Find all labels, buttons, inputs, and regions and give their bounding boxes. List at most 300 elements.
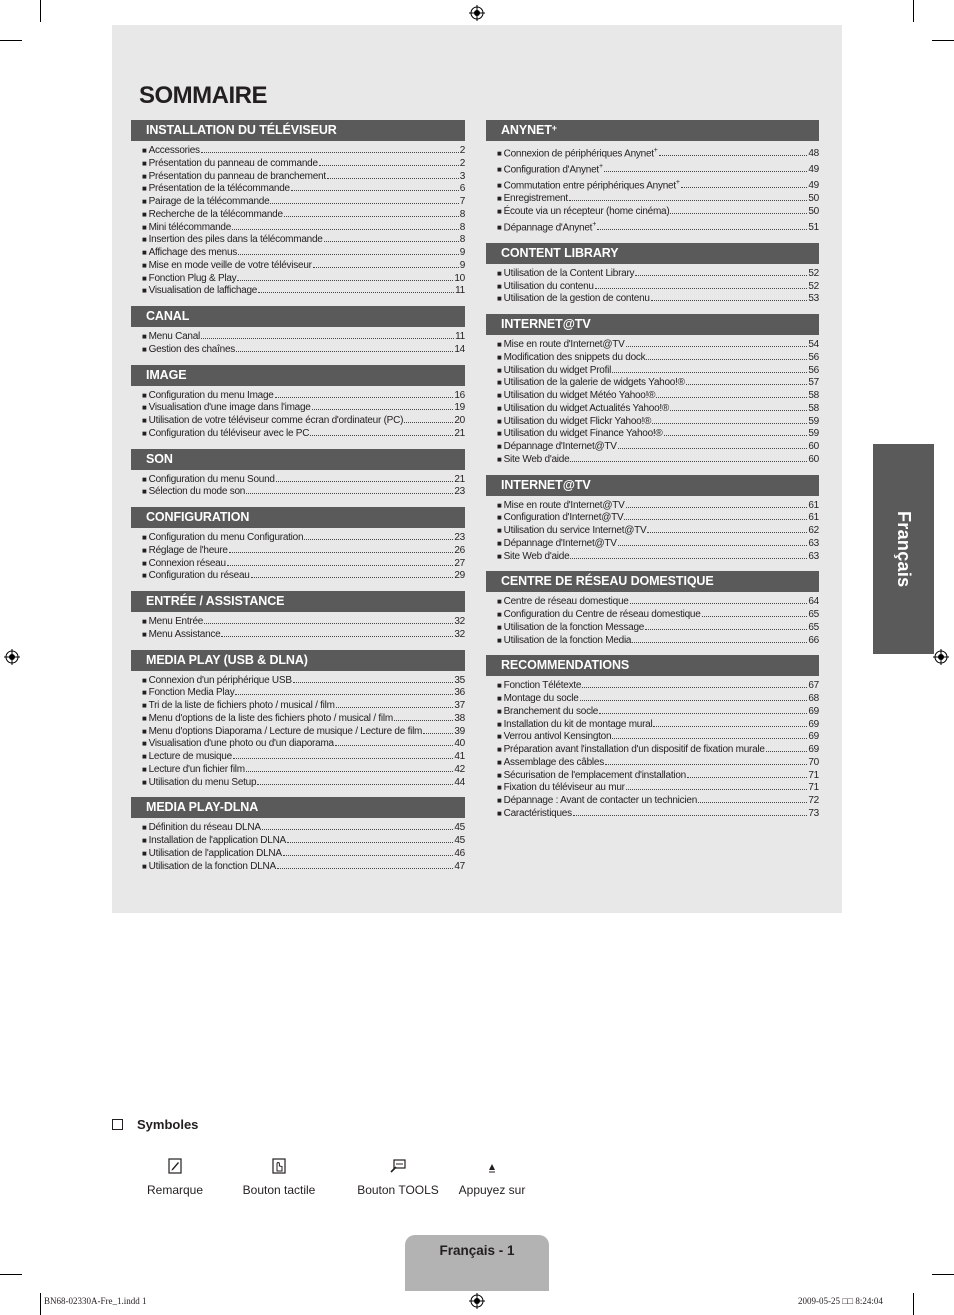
toc-entry-page: 64	[808, 596, 819, 608]
crop-mark	[913, 1293, 914, 1315]
toc-entry[interactable]	[142, 260, 465, 273]
toc-entry-page: 11	[455, 331, 465, 342]
toc-entry-text: Réglage de l'heure	[148, 544, 228, 556]
toc-entry-label	[504, 525, 647, 538]
toc-entry-text: Préparation avant l'installation d'un dispositif de fixation murale	[503, 744, 765, 756]
toc-entry-page: 39	[454, 725, 465, 737]
toc-entry[interactable]	[142, 558, 465, 571]
toc-entry[interactable]	[142, 861, 465, 874]
toc-entry-label	[504, 782, 625, 795]
toc-entry-page: 63	[808, 537, 819, 549]
toc-entry-label	[149, 402, 311, 415]
toc-entry-label	[149, 570, 250, 583]
toc-entry[interactable]	[142, 415, 465, 428]
toc-entry-text: Installation du kit de montage mural	[503, 718, 653, 730]
toc-entry-label	[504, 293, 650, 306]
toc-entry[interactable]	[497, 512, 819, 525]
toc-entry[interactable]	[142, 764, 465, 777]
toc-entry-label	[149, 474, 275, 487]
dot-leader	[570, 557, 807, 559]
toc-entry-page: 9	[459, 259, 465, 271]
toc-entry[interactable]	[142, 183, 465, 196]
square-bullet-icon: ■	[497, 181, 502, 191]
dot-leader	[283, 854, 454, 856]
toc-entry[interactable]	[142, 545, 465, 558]
crop-mark	[932, 40, 954, 41]
toc-entry-label	[149, 616, 204, 629]
section-heading-text: SON	[146, 451, 173, 466]
toc-entry-label	[149, 861, 276, 874]
toc-entry[interactable]	[142, 196, 465, 209]
toc-entry[interactable]	[142, 570, 465, 583]
toc-entry-page: 61	[808, 512, 819, 524]
toc-entry[interactable]	[142, 402, 465, 415]
toc-entry[interactable]	[497, 454, 819, 467]
square-bullet-icon: ■	[142, 474, 147, 484]
toc-left-column	[131, 120, 465, 881]
toc-entry-page: 32	[454, 616, 465, 627]
dot-leader	[313, 266, 459, 268]
toc-entry-label	[504, 377, 685, 390]
toc-entry[interactable]	[497, 293, 819, 306]
square-bullet-icon: ■	[142, 222, 147, 232]
toc-entry-text: Lecture d'un fichier film	[148, 763, 245, 775]
toc-entry[interactable]	[497, 390, 819, 403]
toc-entry-page: 69	[808, 705, 819, 717]
toc-entry-text: Mini télécommande	[148, 221, 232, 233]
toc-entry-text: Utilisation du widget Profil	[503, 364, 612, 376]
toc-entry-label	[149, 687, 235, 700]
toc-entry[interactable]	[497, 145, 819, 161]
section-heading	[486, 571, 819, 592]
toc-entry-label	[504, 757, 604, 770]
toc-entry[interactable]	[497, 551, 819, 564]
toc-entry[interactable]	[497, 757, 819, 770]
dot-leader	[335, 744, 454, 746]
section-heading	[131, 306, 465, 327]
toc-entry-page: 3	[459, 170, 465, 182]
toc-entry-page: 44	[454, 776, 465, 788]
toc-entry[interactable]	[142, 390, 465, 403]
dot-leader	[670, 409, 807, 411]
square-bullet-icon: ■	[497, 365, 502, 375]
toc-entry-text: Menu d'options Diaporama / Lecture de musique / Lecture de film	[148, 725, 423, 737]
dot-leader	[257, 783, 453, 785]
square-bullet-icon: ■	[497, 340, 502, 350]
toc-entry-label	[504, 500, 625, 513]
toc-entry-page: 69	[808, 744, 819, 756]
toc-entry-page: 8	[459, 234, 465, 246]
toc-entry[interactable]	[142, 158, 465, 171]
toc-entry-page: 51	[808, 222, 819, 234]
toc-entry-page: 61	[808, 499, 819, 511]
toc-entry-label	[504, 680, 582, 693]
square-bullet-icon: ■	[142, 861, 147, 871]
toc-entry[interactable]	[497, 635, 819, 648]
crop-mark	[40, 0, 41, 22]
section-heading	[486, 243, 819, 264]
square-bullet-icon: ■	[142, 629, 147, 639]
toc-entry[interactable]	[497, 377, 819, 390]
toc-entry[interactable]	[142, 738, 465, 751]
toc-entry-text: Fixation du téléviseur au mur	[503, 782, 625, 794]
toc-entry-label	[149, 532, 304, 545]
square-bullet-icon: ■	[497, 681, 502, 691]
toc-entry-page: 69	[808, 718, 819, 730]
toc-entry-label	[149, 675, 292, 688]
toc-entry[interactable]	[497, 219, 819, 235]
toc-entry[interactable]	[142, 273, 465, 286]
toc-entry-page: 27	[454, 557, 465, 569]
toc-entry-text: Présentation du panneau de branchement	[148, 170, 326, 182]
toc-entry-label	[504, 339, 625, 352]
toc-entry-label	[504, 596, 629, 609]
toc-entry-text: Configuration du téléviseur avec le PC	[148, 427, 310, 439]
toc-entry[interactable]	[497, 416, 819, 429]
toc-entry-page: 40	[454, 738, 465, 750]
dot-leader	[626, 345, 808, 347]
toc-entry-text: Configuration du réseau	[148, 570, 250, 582]
toc-entry-text: Pairage de la télécommande	[148, 196, 270, 207]
toc-entry[interactable]	[497, 441, 819, 454]
square-bullet-icon: ■	[142, 823, 147, 833]
toc-entry-page: 53	[808, 293, 819, 305]
toc-entry-page: 26	[454, 544, 465, 556]
toc-entry-label	[149, 390, 274, 403]
press-icon	[487, 1157, 497, 1175]
toc-entry-text: Utilisation de la fonction DLNA	[148, 860, 276, 872]
toc-entry[interactable]	[142, 700, 465, 713]
toc-entry-text: Sélection du mode son	[148, 486, 246, 498]
toc-entry[interactable]	[142, 848, 465, 861]
dot-leader	[582, 686, 807, 688]
dot-leader	[687, 776, 807, 778]
superscript: +	[592, 220, 597, 228]
symbol-tools-button: Bouton TOOLS	[350, 1157, 446, 1197]
toc-entry-page: 67	[808, 680, 819, 692]
toc-entry-text: Menu Canal	[148, 331, 201, 342]
toc-entry-label	[149, 835, 286, 848]
toc-entry[interactable]	[497, 609, 819, 622]
toc-entry[interactable]	[497, 622, 819, 635]
toc-entry[interactable]	[142, 285, 465, 298]
superscript: +	[653, 147, 658, 154]
dot-leader	[604, 170, 808, 172]
toc-entry[interactable]	[497, 525, 819, 538]
dot-leader	[236, 350, 453, 352]
square-bullet-icon: ■	[497, 526, 502, 536]
toc-entry-label	[149, 222, 231, 235]
toc-entry[interactable]	[497, 268, 819, 281]
toc-entry[interactable]	[142, 145, 465, 158]
toc-entry-text: Enregistrement	[503, 193, 568, 205]
toc-entry-label	[504, 219, 596, 235]
crop-mark	[40, 1293, 41, 1315]
symbols-heading: Symboles	[112, 1117, 198, 1132]
dot-leader	[670, 212, 807, 214]
square-bullet-icon: ■	[142, 487, 147, 497]
dot-leader	[570, 460, 807, 462]
toc-entry-label	[504, 808, 572, 821]
toc-section	[486, 314, 819, 467]
toc-entry[interactable]	[497, 352, 819, 365]
toc-entry-text: Utilisation du widget Flickr Yahoo!®	[503, 415, 652, 427]
toc-entry[interactable]	[497, 719, 819, 732]
dot-leader	[612, 371, 807, 373]
dot-leader	[232, 228, 459, 230]
toc-entry[interactable]	[142, 726, 465, 739]
toc-entry-label	[149, 751, 232, 764]
dot-leader	[698, 801, 807, 803]
toc-entry-label	[149, 486, 245, 499]
square-bullet-icon: ■	[497, 745, 502, 755]
toc-entry-page: 60	[808, 441, 819, 453]
toc-entry-page: 56	[808, 351, 819, 363]
toc-section	[486, 243, 819, 306]
toc-entry-text: Dépannage d'Internet@TV	[503, 537, 617, 549]
symbol-press: Appuyez sur	[454, 1157, 530, 1197]
toc-section	[131, 449, 465, 500]
toc-entry-text: Modification des snippets du dock	[503, 351, 646, 363]
toc-entry[interactable]	[142, 822, 465, 835]
toc-entry-label	[149, 273, 237, 286]
toc-entry-page: 69	[808, 731, 819, 743]
toc-entry-text: Lecture de musique	[148, 751, 232, 762]
toc-entry-text: Configuration du Centre de réseau domestique	[503, 609, 701, 621]
toc-entry[interactable]	[497, 403, 819, 416]
toc-entry-label	[149, 209, 283, 222]
toc-entry-label	[149, 415, 404, 428]
toc-entry-text: Site Web d'aide	[503, 453, 570, 465]
toc-entry[interactable]	[497, 500, 819, 513]
dot-leader	[336, 706, 454, 708]
toc-entry[interactable]	[497, 808, 819, 821]
toc-right-column	[486, 120, 819, 829]
dot-leader	[597, 228, 807, 230]
toc-entry[interactable]	[142, 532, 465, 545]
section-heading	[131, 507, 465, 528]
dot-leader	[599, 712, 807, 714]
toc-entry[interactable]	[497, 206, 819, 219]
square-bullet-icon: ■	[142, 726, 147, 736]
tools-button-icon	[390, 1157, 406, 1175]
toc-entry-page: 59	[808, 428, 819, 440]
toc-entry[interactable]	[142, 713, 465, 726]
toc-section	[486, 571, 819, 647]
toc-entry-page: 70	[808, 756, 819, 768]
toc-entry[interactable]	[142, 474, 465, 487]
toc-entry-text: Assemblage des câbles	[503, 756, 604, 768]
square-bullet-icon: ■	[497, 149, 502, 159]
toc-entry-page: 10	[454, 272, 465, 284]
toc-entry[interactable]	[142, 616, 465, 629]
toc-entry[interactable]	[142, 687, 465, 700]
toc-entry-page: 52	[808, 280, 819, 292]
square-bullet-icon: ■	[142, 146, 147, 155]
toc-entry-text: Mise en route d'Internet@TV	[503, 339, 625, 351]
toc-entry-page: 19	[454, 402, 465, 414]
toc-entry[interactable]	[142, 209, 465, 222]
dot-leader	[652, 422, 807, 424]
toc-entry-text: Installation de l'application DLNA	[148, 835, 286, 846]
toc-entry-label	[149, 196, 270, 209]
toc-entry[interactable]	[497, 193, 819, 206]
toc-entry[interactable]	[497, 339, 819, 352]
toc-entry[interactable]	[497, 538, 819, 551]
toc-entry-page: 49	[808, 164, 819, 176]
toc-entry-page: 48	[808, 148, 819, 160]
toc-entry-label	[149, 700, 335, 713]
toc-entry[interactable]	[497, 706, 819, 719]
toc-entry-text: Utilisation de la Content Library	[503, 267, 635, 279]
toc-entry[interactable]	[497, 596, 819, 609]
toc-entry[interactable]	[142, 428, 465, 441]
toc-entry-text: Dépannage d'Internet@TV	[503, 441, 617, 453]
square-bullet-icon: ■	[497, 783, 502, 793]
toc-entry-text: Visualisation d'une photo ou d'un diaporama	[148, 738, 334, 750]
toc-entry-label	[504, 352, 646, 365]
toc-entry[interactable]	[497, 731, 819, 744]
toc-entry-text: Utilisation de la fonction Message	[503, 621, 645, 633]
dot-leader	[580, 699, 808, 701]
dot-leader	[423, 732, 453, 734]
toc-entry[interactable]	[497, 281, 819, 294]
toc-entry-label	[504, 706, 599, 719]
dot-leader	[275, 396, 454, 398]
toc-entry[interactable]	[497, 177, 819, 193]
toc-entry-text: Configuration du menu Image	[148, 389, 274, 401]
square-bullet-icon: ■	[142, 416, 147, 425]
square-bullet-icon: ■	[497, 500, 502, 510]
toc-entry[interactable]	[142, 247, 465, 260]
square-bullet-icon: ■	[142, 390, 147, 400]
toc-entry[interactable]	[142, 777, 465, 790]
toc-entry-text: Utilisation du service Internet@TV	[503, 525, 647, 537]
toc-entry[interactable]	[142, 486, 465, 499]
section-heading-text: CENTRE DE RÉSEAU DOMESTIQUE	[501, 574, 714, 589]
toc-entry[interactable]	[142, 234, 465, 247]
superscript: +	[551, 123, 557, 133]
crop-mark	[913, 0, 914, 22]
square-bullet-icon: ■	[142, 558, 147, 568]
registration-mark-icon	[4, 649, 20, 665]
toc-entry[interactable]	[497, 782, 819, 795]
toc-entry-label	[504, 693, 579, 706]
square-bullet-icon: ■	[497, 597, 502, 607]
section-heading	[486, 120, 819, 141]
toc-entry-label	[149, 145, 200, 158]
square-bullet-icon: ■	[142, 701, 147, 710]
toc-entry[interactable]	[142, 171, 465, 184]
toc-entry[interactable]	[142, 675, 465, 688]
dot-leader	[766, 750, 808, 752]
toc-entry-label	[504, 512, 624, 525]
toc-entry-page: 62	[808, 525, 819, 537]
toc-entry-text: Définition du réseau DLNA	[148, 822, 261, 834]
dot-leader	[270, 202, 458, 204]
dot-leader	[238, 253, 459, 255]
toc-entry-label	[149, 183, 290, 196]
toc-entry-text: Recherche de la télécommande	[148, 208, 283, 220]
square-bullet-icon: ■	[497, 294, 502, 304]
toc-entry-page: 23	[454, 532, 465, 543]
toc-entry-label	[504, 428, 663, 441]
toc-entry-label	[149, 629, 221, 642]
dot-leader	[618, 544, 808, 546]
toc-entry[interactable]	[142, 835, 465, 848]
toc-entry-text: Connexion d'un périphérique USB	[148, 674, 292, 686]
toc-entry[interactable]	[142, 222, 465, 235]
square-bullet-icon: ■	[142, 848, 147, 858]
toc-entry-label	[149, 234, 323, 247]
toc-entry-label	[504, 193, 568, 206]
dot-leader	[646, 358, 807, 360]
toc-entry[interactable]	[142, 331, 465, 344]
dot-leader	[686, 383, 808, 385]
dot-leader	[681, 186, 808, 188]
toc-entry[interactable]	[497, 693, 819, 706]
toc-entry[interactable]	[497, 365, 819, 378]
toc-entry[interactable]	[497, 161, 819, 177]
toc-entry[interactable]	[497, 428, 819, 441]
square-bullet-icon: ■	[497, 538, 502, 548]
toc-entry[interactable]	[497, 744, 819, 757]
toc-entry-label	[504, 177, 680, 193]
square-bullet-icon: ■	[142, 158, 147, 168]
dot-leader	[229, 551, 454, 553]
section-heading	[486, 314, 819, 335]
toc-entry[interactable]	[142, 751, 465, 764]
dot-leader	[276, 480, 454, 482]
toc-entry-label	[149, 738, 334, 751]
dot-leader	[569, 199, 807, 201]
toc-entry-page: 23	[454, 486, 465, 498]
note-icon	[168, 1157, 182, 1175]
dot-leader	[595, 287, 808, 289]
toc-entry-text: Montage du socle	[503, 693, 579, 705]
toc-entry[interactable]	[497, 770, 819, 783]
toc-entry-page: 71	[808, 769, 819, 781]
square-bullet-icon: ■	[497, 635, 502, 645]
toc-section	[131, 365, 465, 441]
toc-entry[interactable]	[142, 344, 465, 357]
toc-entry-page: 14	[454, 343, 465, 355]
square-bullet-icon: ■	[142, 286, 147, 296]
toc-entry[interactable]	[142, 629, 465, 642]
toc-entry-page: 58	[808, 390, 819, 402]
toc-entry-text: Écoute via un récepteur (home cinéma)	[503, 205, 670, 217]
toc-entry[interactable]	[497, 680, 819, 693]
toc-entry-page: 60	[808, 453, 819, 465]
square-bullet-icon: ■	[142, 197, 147, 206]
toc-entry-page: 52	[808, 267, 819, 279]
toc-entry-page: 9	[459, 247, 465, 258]
toc-entry-text: Dépannage : Avant de contacter un technicien	[503, 795, 698, 807]
toc-entry[interactable]	[497, 795, 819, 808]
dot-leader	[612, 737, 807, 739]
toc-entry-text: Caractéristiques	[503, 807, 572, 819]
section-heading	[486, 475, 819, 496]
square-bullet-icon: ■	[497, 622, 502, 632]
square-bullet-icon: ■	[497, 770, 502, 780]
toc-entry-label	[149, 777, 257, 790]
toc-entry-page: 8	[459, 221, 465, 233]
square-bullet-icon: ■	[497, 391, 502, 401]
toc-entry-text: Tri de la liste de fichiers photo / musical / film	[148, 700, 335, 711]
toc-entry-label	[149, 428, 310, 441]
toc-section	[131, 120, 465, 298]
dot-leader	[651, 299, 808, 301]
